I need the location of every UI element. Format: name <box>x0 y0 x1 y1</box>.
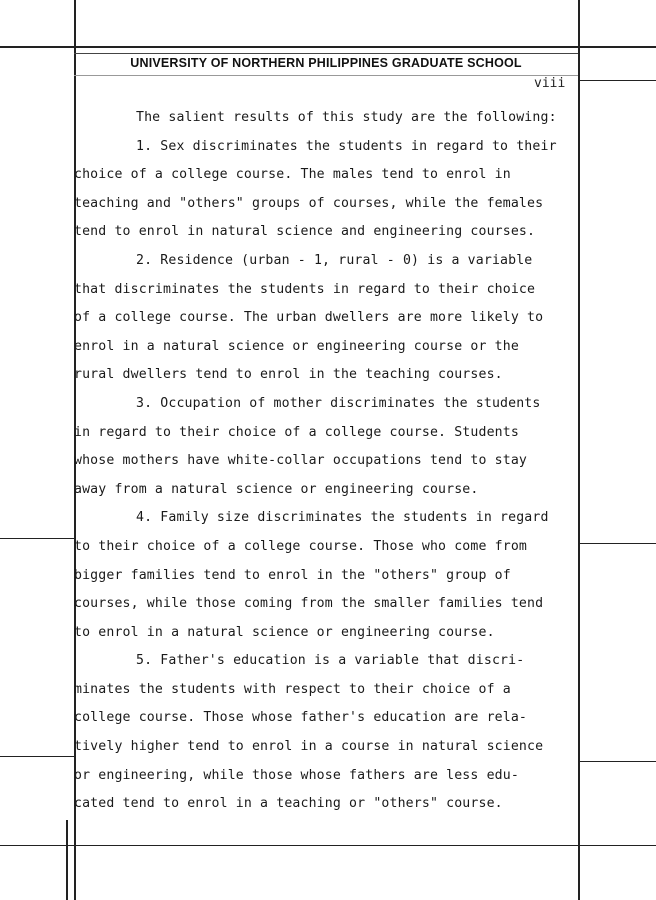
right-tick-mark <box>580 80 656 81</box>
text-line: tively higher tend to enrol in a course in natural science <box>74 739 544 755</box>
left-tick-mark <box>0 756 74 757</box>
bottom-rule <box>0 845 656 846</box>
text-line: teaching and "others" groups of courses, while the females <box>74 195 544 211</box>
institution-header: UNIVERSITY OF NORTHERN PHILIPPINES GRADUATE SCHOOL <box>130 56 522 70</box>
text-line: courses, while those coming from the smaller families tend <box>74 596 544 612</box>
text-line: 3. Occupation of mother discriminates the students <box>136 395 541 411</box>
text-line: rural dwellers tend to enrol in the teaching courses. <box>74 367 503 383</box>
text-line: 5. Father's education is a variable that discri- <box>136 653 525 669</box>
left-tick-mark <box>0 538 74 539</box>
text-line: enrol in a natural science or engineering course or the <box>74 338 519 354</box>
text-line: that discriminates the students in regard to their choice <box>74 281 536 297</box>
text-line: to enrol in a natural science or engineering course. <box>74 624 495 640</box>
right-tick-mark <box>580 761 656 762</box>
header-top-rule <box>74 53 578 54</box>
body-text <box>74 104 574 819</box>
text-line: whose mothers have white-collar occupations tend to stay <box>74 453 528 469</box>
text-line: to their choice of a college course. Those who come from <box>74 538 528 554</box>
text-line: minates the students with respect to their choice of a <box>74 681 511 697</box>
text-line: bigger families tend to enrol in the "others" group of <box>74 567 511 583</box>
text-line: college course. Those whose father's education are rela- <box>74 710 528 726</box>
text-line: in regard to their choice of a college course. Students <box>74 424 519 440</box>
page-number: viii <box>534 76 566 91</box>
text-line: or engineering, while those whose fathers are less edu- <box>74 767 519 783</box>
text-line: 4. Family size discriminates the students in regard <box>136 510 549 526</box>
text-line: tend to enrol in natural science and engineering courses. <box>74 224 536 240</box>
text-line: 2. Residence (urban - 1, rural - 0) is a variable <box>136 252 533 268</box>
right-margin-rule <box>578 0 580 900</box>
text-line: cated tend to enrol in a teaching or "others" course. <box>74 796 503 812</box>
text-line: away from a natural science or engineering course. <box>74 481 479 497</box>
right-tick-mark <box>580 543 656 544</box>
text-line: of a college course. The urban dwellers are more likely to <box>74 310 544 326</box>
header-underline <box>74 75 578 76</box>
text-line: choice of a college course. The males tend to enrol in <box>74 167 511 183</box>
text-line: 1. Sex discriminates the students in regard to their <box>136 138 557 154</box>
top-rule <box>0 46 656 48</box>
text-line: The salient results of this study are the following: <box>136 110 557 125</box>
bottom-left-rule <box>66 820 68 900</box>
